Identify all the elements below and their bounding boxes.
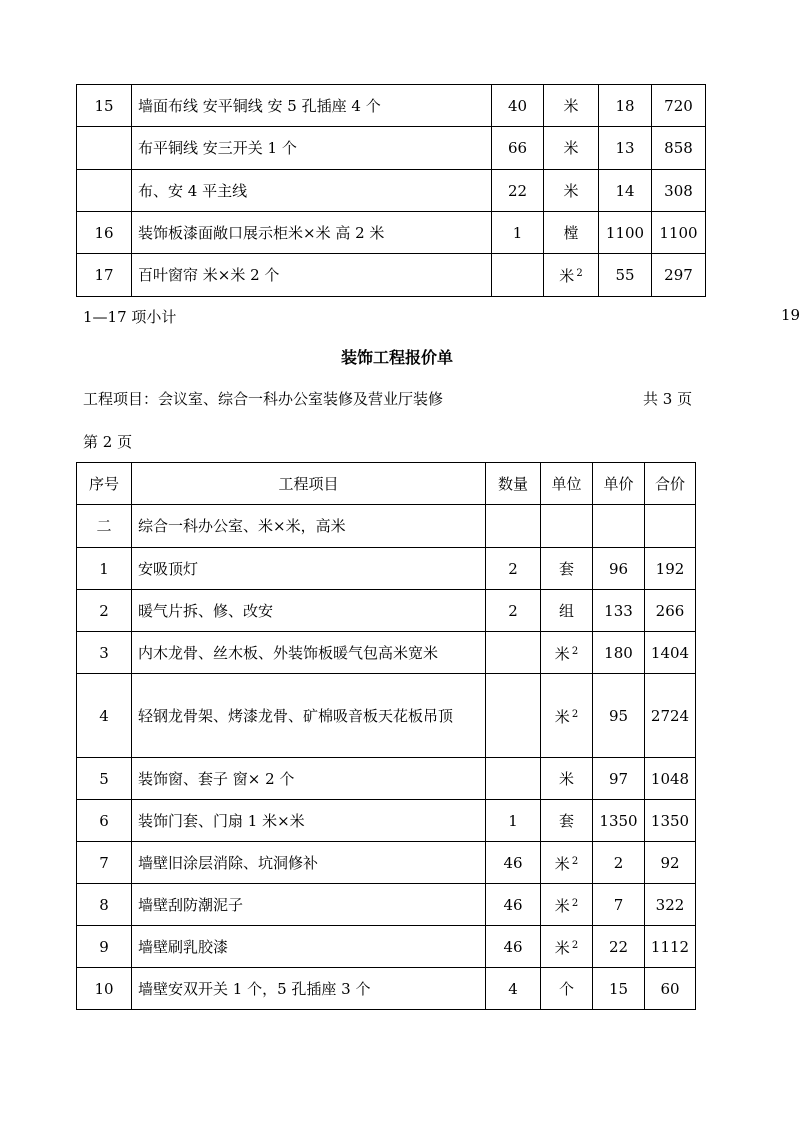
row-unit [544,254,599,297]
row-item: 轻钢龙骨架、烤漆龙骨、矿棉吸音板天花板吊顶 [132,674,486,758]
table-row [77,170,706,212]
unit-superscript: 2 [571,645,579,657]
unit-text: 米 [558,769,574,788]
unit-text: 米 [559,267,575,285]
row-total: 322 [645,884,696,926]
row-seq: 2 [77,590,132,632]
row-unit [541,800,593,842]
row-unit [544,170,599,212]
row-seq: 5 [77,758,132,800]
quote-table-continued [76,84,706,297]
row-seq: 1 [77,548,132,590]
unit-text: 樘 [563,223,579,242]
row-item: 墙壁旧涂层消除、坑洞修补 [132,842,486,884]
row-item: 布平铜线 安三开关 1 个 [132,127,492,170]
document-title: 装饰工程报价单 [340,348,453,367]
unit-text: 米 [554,644,570,663]
row-unit [541,590,593,632]
row-unit [541,674,593,758]
table-row [77,968,696,1010]
unit-text: 米 [563,181,579,200]
row-price: 95 [593,674,645,758]
row-total: 1350 [645,800,696,842]
subtotal-value: 19 [781,306,800,324]
row-seq [77,127,132,170]
header-price: 单价 [593,463,645,505]
row-item: 暖气片拆、修、改安 [132,590,486,632]
row-unit [541,884,593,926]
project-label: 工程项目：会议室、综合一科办公室装修及营业厅装修 [83,390,444,408]
section-seq: 二 [77,505,132,548]
row-seq: 4 [77,674,132,758]
row-seq [77,170,132,212]
header-qty: 数量 [486,463,541,505]
row-total: 297 [652,254,706,297]
row-seq: 8 [77,884,132,926]
unit-text: 套 [558,811,574,830]
row-total: 858 [652,127,706,170]
row-price: 55 [599,254,652,297]
row-seq: 3 [77,632,132,674]
unit-text: 套 [558,559,574,578]
row-total: 2724 [645,674,696,758]
unit-text: 个 [558,979,574,998]
table-row [77,590,696,632]
row-qty [486,632,541,674]
table-header-row [77,463,696,505]
header-seq: 序号 [77,463,132,505]
row-unit [541,632,593,674]
row-total: 308 [652,170,706,212]
row-seq: 7 [77,842,132,884]
table-row [77,127,706,170]
row-total: 192 [645,548,696,590]
unit-superscript: 2 [571,855,579,867]
row-qty: 2 [486,590,541,632]
row-qty: 46 [486,926,541,968]
row-qty: 46 [486,842,541,884]
row-qty: 4 [486,968,541,1010]
row-price: 2 [593,842,645,884]
row-price: 1100 [599,212,652,254]
row-item: 内木龙骨、丝木板、外装饰板暖气包高米宽米 [132,632,486,674]
row-total: 266 [645,590,696,632]
row-price: 13 [599,127,652,170]
row-unit [544,85,599,127]
row-qty: 46 [486,884,541,926]
row-price: 14 [599,170,652,212]
table-row [77,884,696,926]
table-row [77,926,696,968]
table-row [77,758,696,800]
row-price: 1350 [593,800,645,842]
row-item: 布、安 4 平主线 [132,170,492,212]
row-qty: 22 [492,170,544,212]
row-item: 装饰窗、套子 窗× 2 个 [132,758,486,800]
row-qty: 40 [492,85,544,127]
page-number: 第 2 页 [83,433,133,451]
table-row [77,632,696,674]
table-row [77,674,696,758]
row-price: 180 [593,632,645,674]
row-price: 96 [593,548,645,590]
row-qty [486,674,541,758]
row-seq: 16 [77,212,132,254]
unit-text: 米 [554,854,570,873]
row-total: 1112 [645,926,696,968]
row-seq: 10 [77,968,132,1010]
row-item: 墙壁刮防潮泥子 [132,884,486,926]
table-row [77,85,706,127]
row-qty [486,758,541,800]
row-item: 墙壁刷乳胶漆 [132,926,486,968]
row-unit [541,968,593,1010]
row-seq: 6 [77,800,132,842]
row-item: 墙壁安双开关 1 个，5 孔插座 3 个 [132,968,486,1010]
row-seq: 9 [77,926,132,968]
section-item: 综合一科办公室、米×米，高米 [132,505,486,548]
unit-superscript: 2 [571,897,579,909]
row-total: 1404 [645,632,696,674]
unit-text: 米 [554,707,570,726]
row-qty: 2 [486,548,541,590]
header-item: 工程项目 [132,463,486,505]
unit-superscript: 2 [576,268,583,279]
row-price: 22 [593,926,645,968]
row-seq: 17 [77,254,132,297]
row-item: 墙面布线 安平铜线 安 5 孔插座 4 个 [132,85,492,127]
row-unit [541,842,593,884]
row-qty: 66 [492,127,544,170]
row-unit [544,127,599,170]
row-unit [541,758,593,800]
row-price: 133 [593,590,645,632]
unit-text: 米 [554,938,570,957]
row-price: 15 [593,968,645,1010]
unit-text: 组 [558,601,574,620]
row-price: 7 [593,884,645,926]
row-item: 装饰门套、门扇 1 米×米 [132,800,486,842]
header-unit: 单位 [541,463,593,505]
header-total: 合价 [645,463,696,505]
subtotal-label: 1—17 项小计 [83,308,177,326]
row-item: 装饰板漆面敞口展示柜米×米 高 2 米 [132,212,492,254]
row-total: 1048 [645,758,696,800]
table-row [77,548,696,590]
table-row [77,842,696,884]
table-row [77,212,706,254]
unit-text: 米 [563,139,579,157]
row-qty: 1 [492,212,544,254]
row-total: 720 [652,85,706,127]
unit-superscript: 2 [571,939,579,951]
row-unit [541,926,593,968]
row-total: 60 [645,968,696,1010]
row-unit [544,212,599,254]
row-unit [541,548,593,590]
table-row [77,254,706,297]
row-seq: 15 [77,85,132,127]
total-pages: 共 3 页 [643,390,693,408]
unit-superscript: 2 [571,708,579,720]
unit-text: 米 [554,896,570,915]
row-item: 安吸顶灯 [132,548,486,590]
quote-table [76,462,696,1010]
table-row [77,800,696,842]
row-price: 18 [599,85,652,127]
section-row [77,505,696,548]
unit-text: 米 [563,96,579,115]
row-qty [492,254,544,297]
row-total: 1100 [652,212,706,254]
row-qty: 1 [486,800,541,842]
row-total: 92 [645,842,696,884]
row-price: 97 [593,758,645,800]
row-item: 百叶窗帘 米×米 2 个 [132,254,492,297]
